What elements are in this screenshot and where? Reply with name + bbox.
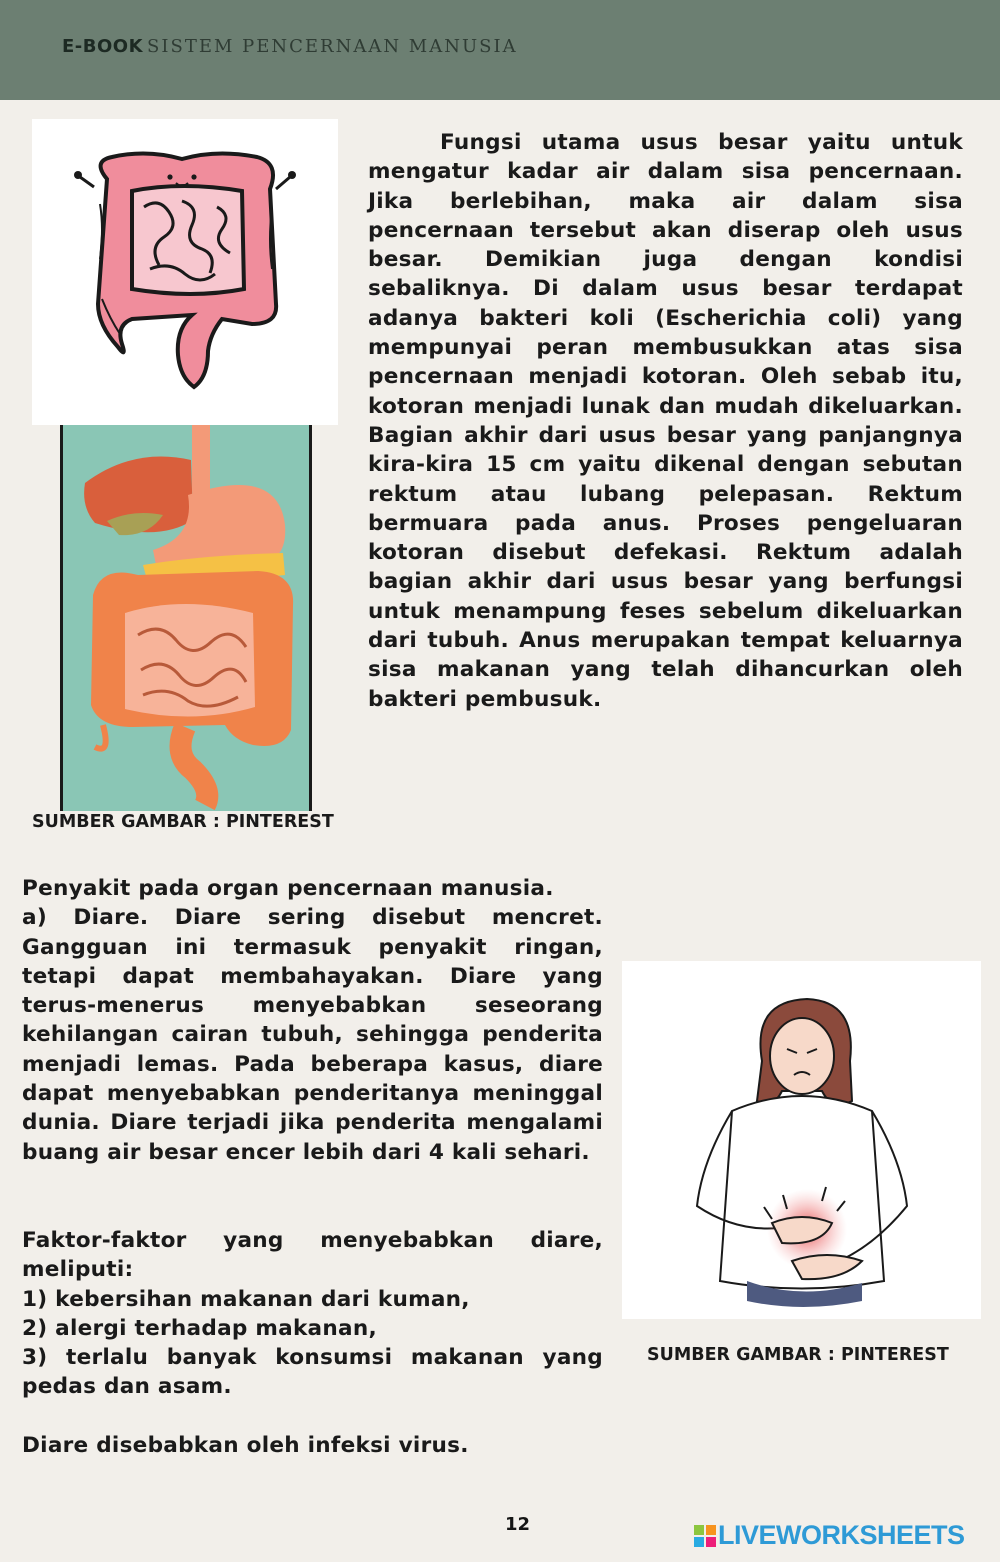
image-source-caption-1: SUMBER GAMBAR : PINTEREST (32, 812, 334, 832)
large-intestine-illustration (32, 119, 338, 425)
page-number: 12 (505, 1514, 531, 1535)
book-title: SISTEM PENCERNAAN MANUSIA (147, 36, 518, 57)
image-source-caption-2: SUMBER GAMBAR : PINTEREST (647, 1345, 949, 1365)
liveworksheets-logo[interactable] (694, 1520, 965, 1554)
liveworksheets-icon (694, 1525, 716, 1547)
digestive-system-illustration (60, 425, 312, 811)
header-text (62, 36, 518, 57)
large-intestine-paragraph: Fungsi utama usus besar yaitu untuk mengatur kadar air dalam sisa pencernaan. Jika berlebihan, maka air dalam sisa pencernaan tersebut akan diserap oleh usus besar. Demikian juga dengan kondisi sebaliknya. Di dalam usus besar terdapat adanya bakteri koli (Escherichia coli) yang mempunyai peran membusukkan atas sisa pencernaan menjadi kotoran. Oleh sebab itu, kotoran menjadi lunak dan mudah dikeluarkan. Bagian akhir dari usus besar yang panjangnya kira-kira 15 cm yaitu dikenal dengan sebutan rektum atau lubang pelepasan. Rektum bermuara pada anus. Proses pengeluaran kotoran disebut defekasi. Rektum adalah bagian akhir dari usus besar yang berfungsi untuk menampung feses sebelum dikeluarkan dari tubuh. Anus merupakan tempat keluarnya sisa makanan yang telah dihancurkan oleh bakteri pembusuk. (368, 130, 963, 712)
disease-paragraph: Penyakit pada organ pencernaan manusia. a) Diare. Diare sering disebut mencret. Gangguan ini termasuk penyakit ringan, tetapi dapat membahayakan. Diare yang terus-menerus menyebabkan seseorang kehilangan cairan tubuh, sehingga penderita menjadi lemas. Pada beberapa kasus, diare dapat menyebabkan penderitanya meninggal dunia. Diare terjadi jika penderita mengalami buang air besar encer lebih dari 4 kali sehari. (22, 876, 603, 1165)
diarrhea-cause-paragraph: Diare disebabkan oleh infeksi virus. (22, 1433, 469, 1458)
ebook-label: E-BOOK (62, 36, 144, 57)
diarrhea-factors-paragraph: Faktor-faktor yang menyebabkan diare, meliputi: 1) kebersihan makanan dari kuman, 2) alergi terhadap makanan, 3) terlalu banyak konsumsi makanan yang pedas dan asam. (22, 1228, 603, 1400)
liveworksheets-text: LIVEWORKSHEETS (718, 1520, 965, 1550)
stomach-ache-illustration (622, 961, 981, 1319)
page-header (0, 0, 1000, 100)
